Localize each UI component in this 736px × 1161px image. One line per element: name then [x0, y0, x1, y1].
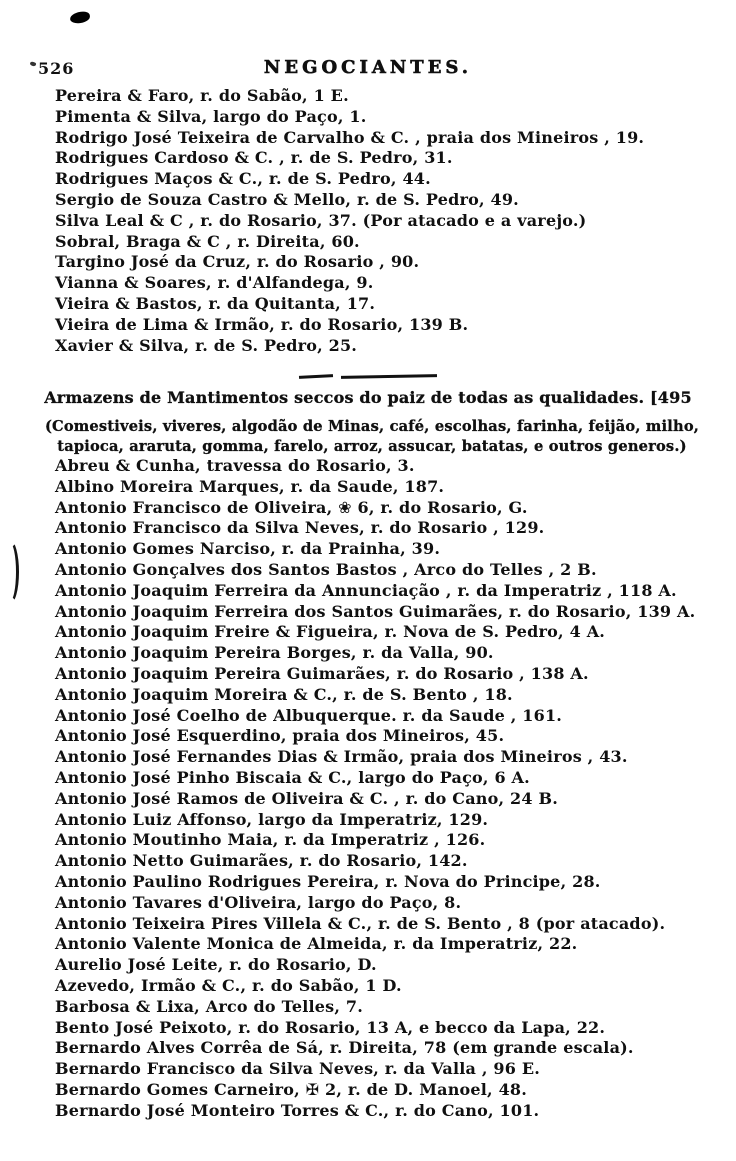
directory-entry: Aurelio José Leite, r. do Rosario, D. — [55, 955, 377, 975]
directory-entry: Antonio Joaquim Pereira Borges, r. da Valla, 90. — [55, 643, 494, 663]
warehouse-list — [55, 456, 726, 1122]
directory-entry: Antonio Paulino Rodrigues Pereira, r. Nova do Principe, 28. — [55, 871, 601, 891]
directory-entry: Rodrigues Maços & C., r. de S. Pedro, 44. — [55, 169, 431, 189]
page-title: NEGOCIANTES. — [263, 57, 473, 78]
directory-entry: Barbosa & Lixa, Arco do Telles, 7. — [55, 996, 364, 1016]
section-note-line: tapioca, araruta, gomma, farelo, arroz, assucar, batatas, e outros generos.) — [57, 437, 687, 455]
directory-entry: Silva Leal & C , r. do Rosario, 37. (Por atacado e a varejo.) — [55, 210, 587, 230]
directory-entry: Targino José da Cruz, r. do Rosario , 90. — [55, 252, 420, 272]
directory-entry: Antonio Teixeira Pires Villela & C., r. de S. Bento , 8 (por atacado). — [55, 913, 666, 933]
directory-entry: Sobral, Braga & C , r. Direita, 60. — [55, 231, 360, 251]
directory-entry: Bernardo Alves Corrêa de Sá, r. Direita, 78 (em grande escala). — [55, 1038, 634, 1058]
directory-entry: Bernardo Francisco da Silva Neves, r. da Valla , 96 E. — [55, 1059, 540, 1079]
margin-mark-artifact — [1, 540, 19, 604]
directory-entry: Rodrigo José Teixeira de Carvalho & C. , praia dos Mineiros , 19. — [55, 127, 645, 147]
directory-entry: Vieira de Lima & Irmão, r. do Rosario, 139 B. — [55, 314, 469, 334]
directory-entry: Antonio Joaquim Freire & Figueira, r. Nova de S. Pedro, 4 A. — [55, 622, 606, 642]
directory-entry: Antonio Moutinho Maia, r. da Imperatriz , 126. — [55, 830, 486, 850]
directory-entry: Antonio José Coelho de Albuquerque. r. da Saude , 161. — [55, 705, 563, 725]
directory-entry: Antonio Joaquim Ferreira dos Santos Guimarães, r. do Rosario, 139 A. — [55, 601, 696, 621]
directory-entry: Antonio José Ramos de Oliveira & C. , r. do Cano, 24 B. — [55, 788, 558, 808]
directory-entry: Antonio Francisco da Silva Neves, r. do Rosario , 129. — [55, 518, 545, 538]
directory-entry: Vieira & Bastos, r. da Quitanta, 17. — [55, 293, 376, 313]
directory-entry: Antonio José Fernandes Dias & Irmão, praia dos Mineiros , 43. — [55, 747, 628, 767]
directory-entry: Antonio Joaquim Moreira & C., r. de S. Bento , 18. — [55, 684, 513, 704]
directory-entry: Sergio de Souza Castro & Mello, r. de S. Pedro, 49. — [55, 189, 519, 209]
directory-entry: Albino Moreira Marques, r. da Saude, 187. — [55, 476, 445, 496]
directory-entry: Antonio José Pinho Biscaia & C., largo do Paço, 6 A. — [55, 767, 530, 787]
directory-entry: Pimenta & Silva, largo do Paço, 1. — [55, 106, 367, 126]
divider-dash-icon — [299, 374, 333, 379]
directory-entry: Bernardo José Monteiro Torres & C., r. do Cano, 101. — [55, 1100, 540, 1120]
divider-dash-icon — [341, 374, 437, 379]
directory-entry: Antonio Francisco de Oliveira, ❀ 6, r. do Rosario, G. — [55, 497, 528, 517]
directory-entry: Antonio Gomes Narciso, r. da Prainha, 39. — [55, 539, 441, 559]
directory-entry: Antonio Tavares d'Oliveira, largo do Paço, 8. — [55, 892, 462, 912]
directory-entry: Pereira & Faro, r. do Sabão, 1 E. — [55, 86, 349, 105]
directory-entry: Xavier & Silva, r. de S. Pedro, 25. — [55, 335, 358, 355]
directory-entry: Antonio Joaquim Ferreira da Annunciação , r. da Imperatriz , 118 A. — [55, 580, 677, 600]
ink-blot-artifact — [69, 11, 90, 25]
directory-entry: Antonio Joaquim Pereira Guimarães, r. do Rosario , 138 A. — [55, 663, 589, 683]
directory-entry: Antonio Valente Monica de Almeida, r. da Imperatriz, 22. — [55, 934, 578, 954]
section-heading: Armazens de Mantimentos seccos do paiz de todas as qualidades. [495 — [44, 388, 692, 407]
directory-entry: Antonio José Esquerdino, praia dos Mineiros, 45. — [55, 726, 505, 746]
merchants-list — [55, 86, 726, 356]
directory-entry: Bernardo Gomes Carneiro, ✠ 2, r. de D. Manoel, 48. — [55, 1079, 528, 1099]
directory-entry: Bento José Peixoto, r. do Rosario, 13 A, e becco da Lapa, 22. — [55, 1017, 606, 1037]
section-note-line: (Comestiveis, viveres, algodão de Minas, café, escolhas, farinha, feijão, milho, — [44, 418, 700, 435]
directory-entry: Rodrigues Cardoso & C. , r. de S. Pedro, 31. — [55, 148, 453, 168]
directory-entry: Abreu & Cunha, travessa do Rosario, 3. — [55, 456, 415, 475]
directory-entry: Vianna & Soares, r. d'Alfandega, 9. — [55, 273, 374, 293]
directory-entry: Azevedo, Irmão & C., r. do Sabão, 1 D. — [55, 975, 402, 995]
page-number: 526 — [38, 59, 75, 78]
directory-entry: Antonio Netto Guimarães, r. do Rosario, 142. — [55, 851, 468, 871]
section-divider — [0, 366, 736, 372]
directory-entry: Antonio Gonçalves dos Santos Bastos , Arco do Telles , 2 B. — [55, 559, 597, 579]
directory-entry: Antonio Luiz Affonso, largo da Imperatriz, 129. — [55, 809, 489, 829]
section-note — [38, 417, 706, 456]
